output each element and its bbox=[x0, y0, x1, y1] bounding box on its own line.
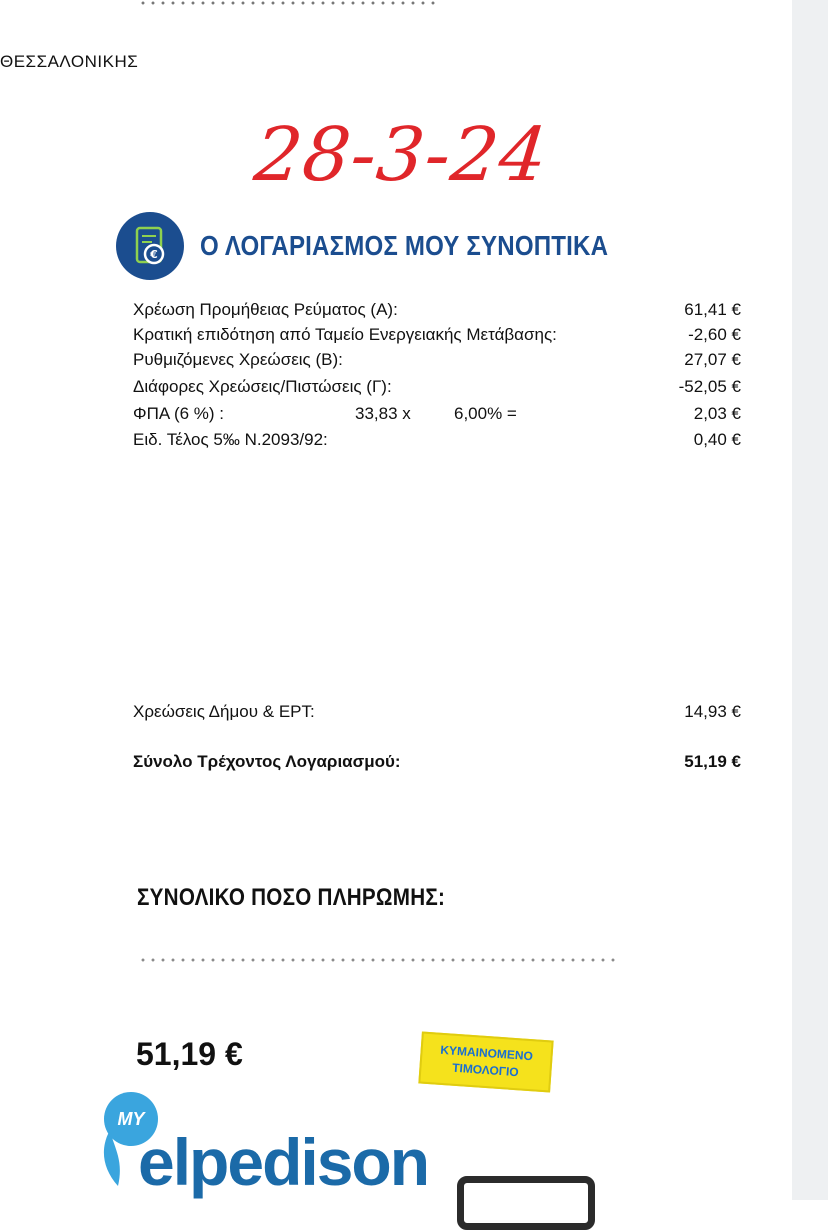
city-name: ΘΕΣΣΑΛΟΝΙΚΗΣ bbox=[0, 52, 139, 71]
handwritten-date: 28-3-24 bbox=[250, 112, 552, 198]
stamp-line: ΤΙΜΟΛΟΓΙΟ bbox=[451, 1060, 520, 1080]
page-edge-strip bbox=[792, 0, 828, 1200]
row-value: 14,93 € bbox=[684, 702, 741, 721]
row-value: 61,41 € bbox=[684, 300, 741, 319]
row-label: Ειδ. Τέλος 5‰ Ν.2093/92: bbox=[133, 430, 328, 449]
row-value: 27,07 € bbox=[684, 350, 741, 369]
invoice-type-stamp bbox=[418, 1031, 553, 1092]
row-label: Κρατική επιδότηση από Ταμείο Ενεργειακής Μετάβασης: bbox=[133, 325, 557, 344]
row-label: ΦΠΑ (6 %) : bbox=[133, 404, 225, 423]
row-label: Ρυθμιζόμενες Χρεώσεις (Β): bbox=[133, 350, 343, 369]
summary-title: Ο ΛΟΓΑΡΙΑΣΜΟΣ ΜΟΥ ΣΥΝΟΠΤΙΚΑ bbox=[200, 230, 609, 261]
dotted-divider bbox=[138, 1, 438, 5]
row-label: Διάφορες Χρεώσεις/Πιστώσεις (Γ): bbox=[133, 377, 392, 396]
svg-text:€: € bbox=[150, 248, 158, 261]
row-label: Χρεώσεις Δήμου & ΕΡΤ: bbox=[133, 702, 315, 721]
row-label: Χρέωση Προμήθειας Ρεύματος (Α): bbox=[133, 300, 398, 319]
logo-brand-text: elpedison bbox=[138, 1125, 429, 1199]
phone-graphic bbox=[457, 1176, 595, 1230]
elpedison-logo bbox=[98, 1088, 428, 1200]
payment-amount: 51,19 € bbox=[136, 1036, 243, 1072]
payment-heading: ΣΥΝΟΛΙΚΟ ΠΟΣΟ ΠΛΗΡΩΜΗΣ: bbox=[137, 884, 446, 911]
row-value: 0,40 € bbox=[693, 430, 741, 449]
dotted-divider bbox=[138, 958, 618, 962]
total-value: 51,19 € bbox=[684, 752, 741, 771]
vat-base: 33,83 x bbox=[355, 404, 411, 423]
receipt-coin-icon bbox=[116, 212, 184, 280]
row-value: -52,05 € bbox=[678, 377, 741, 396]
stamp-line: ΚΥΜΑΙΝΟΜΕΝΟ bbox=[439, 1042, 534, 1064]
vat-rate: 6,00% = bbox=[454, 404, 517, 423]
total-label: Σύνολο Τρέχοντος Λογαριασμού: bbox=[133, 752, 401, 771]
row-value: -2,60 € bbox=[688, 325, 741, 344]
logo-my-badge: MY bbox=[104, 1092, 158, 1146]
row-value: 2,03 € bbox=[693, 404, 741, 423]
